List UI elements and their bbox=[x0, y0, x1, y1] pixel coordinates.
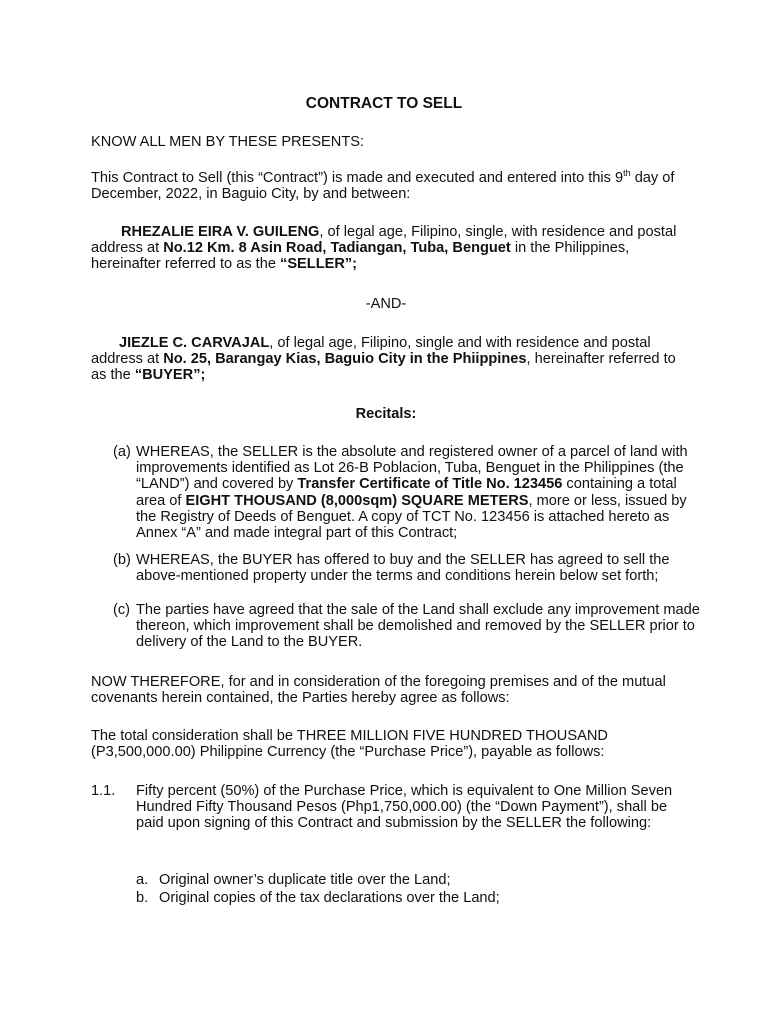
and-separator: -AND- bbox=[365, 296, 407, 312]
recital-a-area: EIGHT THOUSAND (8,000sqm) SQUARE METERS bbox=[185, 492, 529, 509]
sub-item-b bbox=[136, 890, 681, 906]
document-title: CONTRACT TO SELL bbox=[305, 95, 463, 112]
recital-a-title-number: Transfer Certificate of Title No. 123456 bbox=[297, 476, 563, 493]
intro-paragraph bbox=[91, 170, 681, 202]
intro-superscript: th bbox=[623, 168, 631, 178]
know-all-men: KNOW ALL MEN BY THESE PRESENTS: bbox=[91, 134, 365, 150]
buyer-paragraph bbox=[91, 335, 681, 384]
seller-paragraph bbox=[91, 224, 681, 273]
recital-a-label: (a) bbox=[113, 444, 131, 460]
recital-a bbox=[113, 444, 706, 541]
clause-1-1-text: Fifty percent (50%) of the Purchase Price, which is equivalent to One Million Seven Hundred Fifty Thousand Pesos (Php1,750,000.00) (the “Down Payment”), shall be paid upon signing of this Contract and submission by the SELLER the following: bbox=[136, 783, 673, 832]
sub-item-a-label: a. bbox=[136, 872, 149, 888]
now-therefore-paragraph: NOW THEREFORE, for and in consideration of the foregoing premises and of the mutual covenants herein contained, the Parties hereby agree as follows: bbox=[91, 674, 666, 707]
recitals-heading: Recitals: bbox=[355, 406, 417, 422]
recital-c-text: The parties have agreed that the sale of the Land shall exclude any improvement made thereon, which improvement shall be demolished and removed by the SELLER prior to delivery of the Land to the BUYER. bbox=[136, 602, 700, 651]
recital-a-text-1: WHEREAS, the SELLER is the absolute and registered owner of a parcel of land with improvements identified as Lot 26-B Poblacion, Tuba, Benguet in the Philippines (the “LAND”) and covered by bbox=[136, 444, 688, 493]
sub-item-a-text: Original owner’s duplicate title over the Land; bbox=[159, 872, 451, 888]
buyer-text-2: , hereinafter referred to as the bbox=[91, 351, 676, 384]
recital-b-label: (b) bbox=[113, 552, 131, 568]
sub-item-a bbox=[136, 872, 681, 888]
recital-a-text-3: , more or less, issued by the Registry of Deeds of Benguet. A copy of TCT No. 123456 is attached hereto as Annex “A” and made integral part of this Contract; bbox=[136, 492, 687, 542]
sub-item-b-label: b. bbox=[136, 890, 149, 906]
consideration-paragraph: The total consideration shall be THREE MILLION FIVE HUNDRED THOUSAND (P3,500,000.00) Philippine Currency (the “Purchase Price”), payable as follows: bbox=[91, 728, 608, 761]
clause-1-1-number: 1.1. bbox=[91, 783, 116, 799]
seller-name: RHEZALIE EIRA V. GUILENG bbox=[121, 224, 320, 240]
sub-item-b-text: Original copies of the tax declarations over the Land; bbox=[159, 890, 500, 906]
buyer-role: “BUYER”; bbox=[134, 367, 206, 384]
recital-c-label: (c) bbox=[113, 602, 131, 618]
recital-b-text: WHEREAS, the BUYER has offered to buy and the SELLER has agreed to sell the above-mentioned property under the terms and conditions herein below set forth; bbox=[136, 552, 670, 585]
buyer-address: No. 25, Barangay Kias, Baguio City in the Phiippines bbox=[163, 351, 527, 368]
intro-text-2: day of December, 2022, in Baguio City, by and between: bbox=[91, 170, 675, 203]
seller-role: “SELLER”; bbox=[280, 256, 358, 273]
buyer-text-1: , of legal age, Filipino, single and with residence and postal address at bbox=[91, 335, 651, 368]
seller-text-2: in the Philippines, hereinafter referred to as the bbox=[91, 240, 630, 273]
seller-address: No.12 Km. 8 Asin Road, Tadiangan, Tuba, Benguet bbox=[163, 240, 511, 257]
intro-text-1: This Contract to Sell (this “Contract”) is made and executed and entered into this 9 bbox=[91, 170, 624, 186]
recital-a-text-2: containing a total area of bbox=[136, 476, 677, 509]
buyer-name: JIEZLE C. CARVAJAL bbox=[119, 335, 270, 351]
recital-c bbox=[113, 602, 706, 651]
recital-b bbox=[113, 552, 706, 584]
seller-text-1: , of legal age, Filipino, single, with residence and postal address at bbox=[91, 224, 677, 257]
